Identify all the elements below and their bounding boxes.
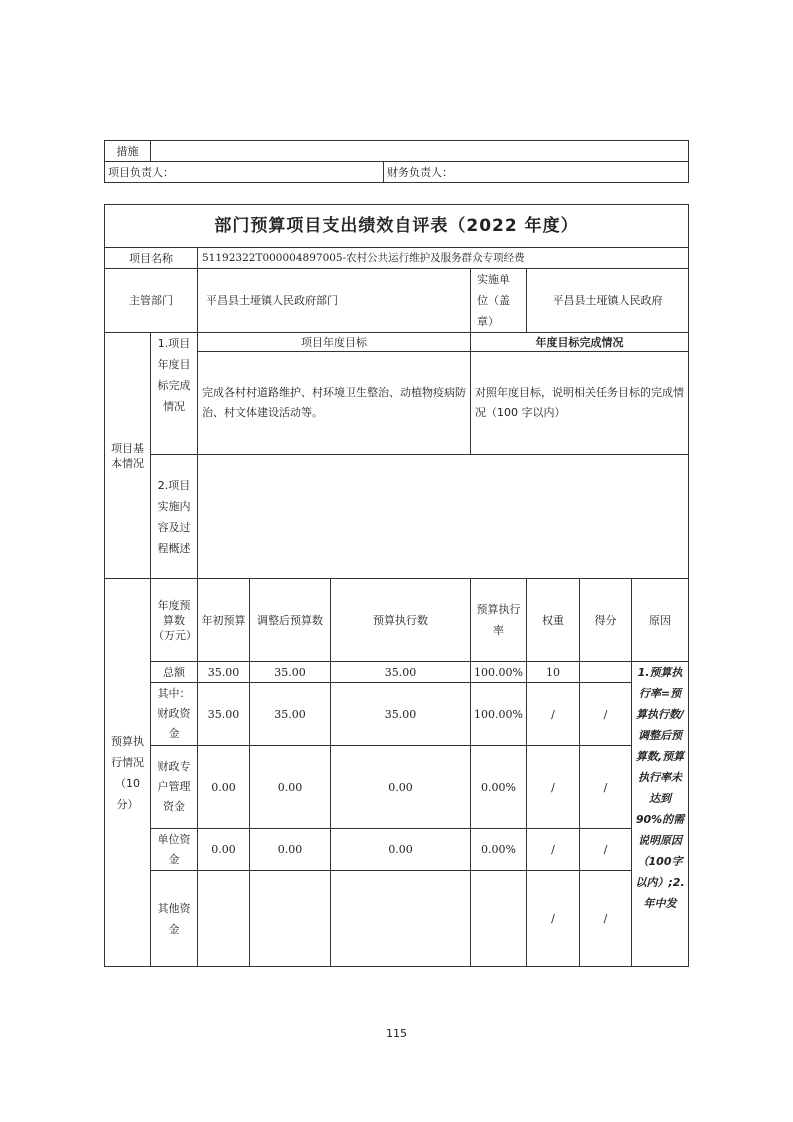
- measures-label: 措施: [105, 141, 151, 162]
- rate-value: 0.00%: [471, 746, 527, 829]
- initial-value: 0.00: [198, 746, 250, 829]
- adjusted-value: [250, 871, 331, 967]
- table-row: [105, 683, 689, 746]
- score-value: [580, 662, 632, 683]
- reason-text: 1.预算执行率=预算执行数/调整后预算数,预算执行率未达到 90%的需说明原因（100字以内）;2.年中发: [632, 662, 689, 967]
- col-adjusted-budget: 调整后预算数: [250, 579, 331, 662]
- goal-done-text: 对照年度目标，说明相关任务目标的完成情况（100 字以内）: [471, 352, 689, 455]
- adjusted-value: 35.00: [250, 662, 331, 683]
- rate-value: 0.00%: [471, 829, 527, 871]
- executed-value: 0.00: [331, 746, 471, 829]
- executed-value: 35.00: [331, 683, 471, 746]
- weight-value: /: [527, 746, 580, 829]
- form-title: 部门预算项目支出绩效自评表（2022 年度）: [105, 205, 689, 248]
- impl-unit-label: 实施单位（盖章）: [471, 269, 527, 333]
- page-number: 115: [386, 1027, 407, 1040]
- col-score: 得分: [580, 579, 632, 662]
- executed-value: 0.00: [331, 829, 471, 871]
- rate-value: [471, 871, 527, 967]
- impl-unit-value: 平昌县土垭镇人民政府: [527, 269, 689, 333]
- goal-completion-label: 1.项目年度目标完成情况: [151, 333, 198, 455]
- col-execution-rate: 预算执行率: [471, 579, 527, 662]
- row-label: 其他资金: [151, 871, 198, 967]
- col-reason: 原因: [632, 579, 689, 662]
- row-label: 总额: [151, 662, 198, 683]
- col-initial-budget: 年初预算: [198, 579, 250, 662]
- adjusted-value: 0.00: [250, 746, 331, 829]
- adjusted-value: 35.00: [250, 683, 331, 746]
- executed-value: 35.00: [331, 662, 471, 683]
- score-value: /: [580, 683, 632, 746]
- adjusted-value: 0.00: [250, 829, 331, 871]
- row-label: 单位资金: [151, 829, 198, 871]
- row-label: 其中：财政资金: [151, 683, 198, 746]
- weight-value: /: [527, 683, 580, 746]
- initial-value: 35.00: [198, 662, 250, 683]
- budget-exec-label: 预算执行情况（10分）: [105, 579, 151, 967]
- weight-value: 10: [527, 662, 580, 683]
- rate-value: 100.00%: [471, 662, 527, 683]
- annual-goal-text: 完成各村村道路维护、村环境卫生整治、动植物疫病防治、村文体建设活动等。: [198, 352, 471, 455]
- table-row: [105, 662, 689, 683]
- table-row: [105, 746, 689, 829]
- performance-form: [104, 204, 689, 967]
- project-lead-label: 项目负责人：: [105, 162, 384, 183]
- weight-value: /: [527, 871, 580, 967]
- impl-content-label: 2.项目实施内容及过程概述: [151, 455, 198, 579]
- score-value: /: [580, 871, 632, 967]
- score-value: /: [580, 746, 632, 829]
- score-value: /: [580, 829, 632, 871]
- dept-value: 平昌县土垭镇人民政府部门: [198, 269, 471, 333]
- top-table: [104, 140, 689, 183]
- initial-value: [198, 871, 250, 967]
- rate-value: 100.00%: [471, 683, 527, 746]
- goal-done-header: 年度目标完成情况: [471, 333, 689, 352]
- project-name-label: 项目名称: [105, 248, 198, 269]
- weight-value: /: [527, 829, 580, 871]
- project-name-value: 51192322T000004897005-农村公共运行维护及服务群众专项经费: [198, 248, 689, 269]
- measures-value: [151, 141, 689, 162]
- row-label: 财政专户管理资金: [151, 746, 198, 829]
- annual-budget-label: 年度预算数（万元）: [151, 579, 198, 662]
- table-row: [105, 871, 689, 967]
- col-weight: 权重: [527, 579, 580, 662]
- initial-value: 0.00: [198, 829, 250, 871]
- executed-value: [331, 871, 471, 967]
- finance-lead-label: 财务负责人：: [384, 162, 689, 183]
- basic-info-label: 项目基本情况: [105, 333, 151, 579]
- annual-goal-header: 项目年度目标: [198, 333, 471, 352]
- impl-content-value: [198, 455, 689, 579]
- dept-label: 主管部门: [105, 269, 198, 333]
- initial-value: 35.00: [198, 683, 250, 746]
- col-executed-budget: 预算执行数: [331, 579, 471, 662]
- table-row: [105, 829, 689, 871]
